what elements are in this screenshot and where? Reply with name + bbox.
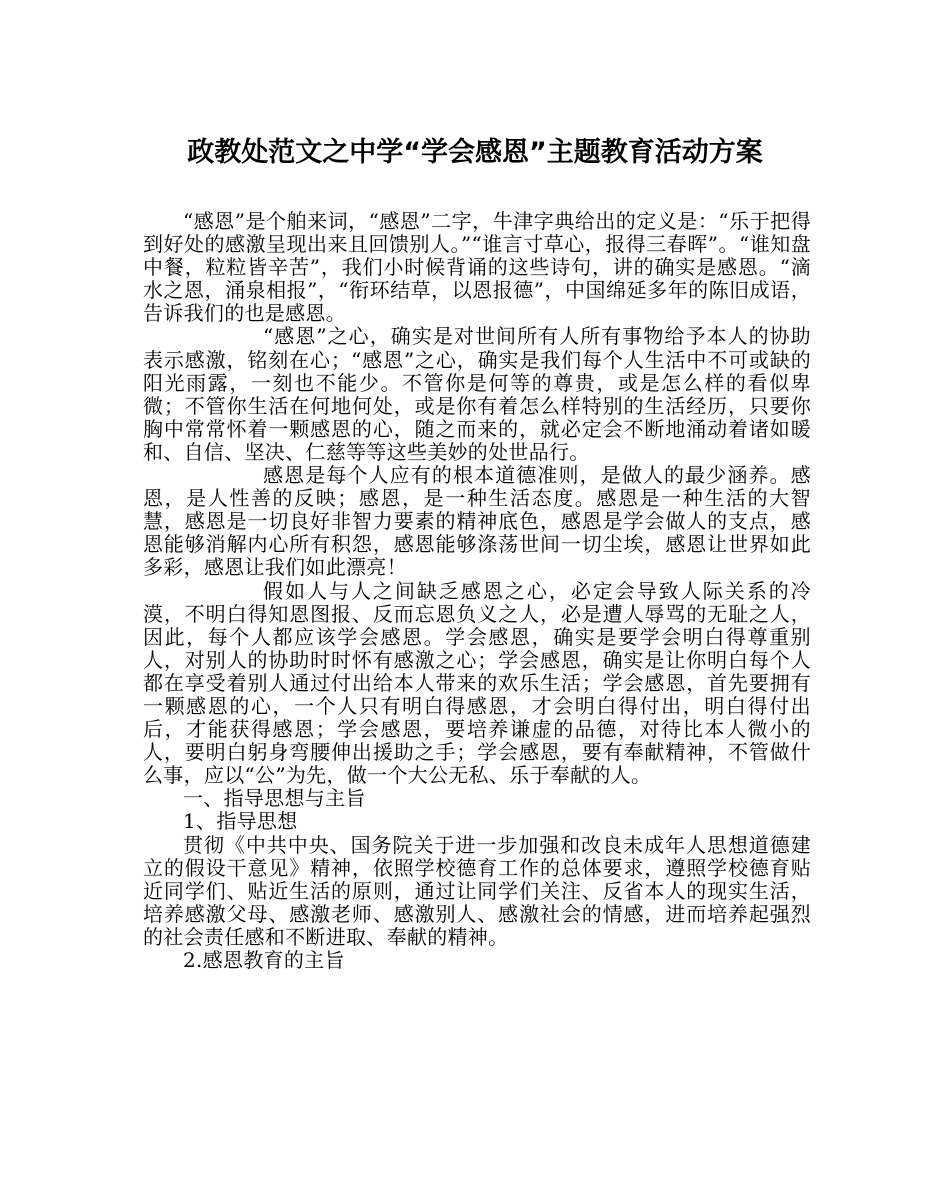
- paragraph-2: “感恩”之心，确实是对世间所有人所有事物给予本人的协助表示感激，铭刻在心；“感恩”之心，确实是我们每个人生活中不可或缺的阳光雨露，一刻也不能少。不管你是何等的尊贵，或是怎么样的看似卑微；不管你生活在何地何处，或是你有着怎么样特别的生活经历，只要你胸中常常怀着一颗感恩的心，随之而来的，就必定会不断地涌动着诸如暖和、自信、坚决、仁慈等等这些美妙的处世品行。: [143, 324, 811, 464]
- document-title: 政教处范文之中学“学会感恩”主题教育活动方案: [187, 137, 763, 168]
- paragraph-5: 贯彻《中共中央、国务院关于进一步加强和改良未成年人思想道德建立的假设干意见》精神，依照学校德育工作的总体要求，遵照学校德育贴近同学们、贴近生活的原则，通过让同学们关注、反省本人的现实生活，培养感激父母、感激老师、感激别人、感激社会的情感，进而培养起强烈的社会责任感和不断进取、奉献的精神。: [143, 832, 811, 949]
- document-body: [143, 210, 811, 972]
- paragraph-1: “感恩”是个舶来词，“感恩”二字，牛津字典给出的定义是：“乐于把得到好处的感激呈现出来且回馈别人。”“谁言寸草心，报得三春晖”。“谁知盘中餐，粒粒皆辛苦”，我们小时候背诵的这些诗句，讲的确实是感恩。“滴水之恩，涌泉相报”，“衔环结草，以恩报德”，中国绵延多年的陈旧成语，告诉我们的也是感恩。: [143, 209, 811, 326]
- subsection-heading-2: 2.感恩教育的主旨: [183, 948, 345, 972]
- section-heading-1: 一、指导思想与主旨: [183, 786, 366, 811]
- paragraph-3: 感恩是每个人应有的根本道德准则，是做人的最少涵养。感恩，是人性善的反映；感恩，是一种生活态度。感恩是一种生活的大智慧，感恩是一切良好非智力要素的精神底色，感恩是学会做人的支点，感恩能够消解内心所有积怨，感恩能够涤荡世间一切尘埃，感恩让世界如此多彩，感恩让我们如此漂亮！: [143, 463, 811, 580]
- subsection-heading-1: 1、指导思想: [183, 809, 298, 834]
- paragraph-4: 假如人与人之间缺乏感恩之心，必定会导致人际关系的冷漠，不明白得知恩图报、反而忘恩负义之人，必是遭人辱骂的无耻之人，因此，每个人都应该学会感恩。学会感恩，确实是要学会明白得尊重别人，对别人的协助时时怀有感激之心；学会感恩，确实是让你明白每个人都在享受着别人通过付出给本人带来的欢乐生活；学会感恩，首先要拥有一颗感恩的心，一个人只有明白得感恩，才会明白得付出，明白得付出后，才能获得感恩；学会感恩，要培养谦虚的品德，对待比本人微小的人，要明白躬身弯腰伸出援助之手；学会感恩，要有奉献精神，不管做什么事，应以“公”为先，做一个大公无私、乐于奉献的人。: [143, 578, 811, 788]
